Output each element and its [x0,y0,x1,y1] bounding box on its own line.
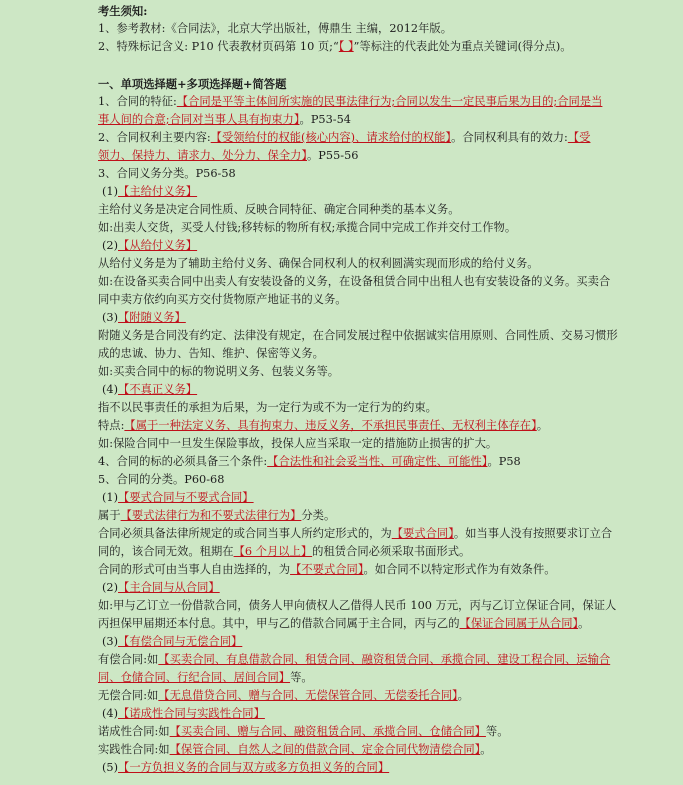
keyword: 【诺成性合同与实践性合同】 [118,707,265,720]
text: 。P58 [487,455,521,468]
keyword: 【一方负担义务的合同与双方或多方负担义务的合同】 [118,761,390,774]
body-line [98,651,667,669]
notice-item-2 [98,38,667,56]
text: 。 [480,743,492,756]
text: 。如合同不以特定形式作为有效条件。 [363,563,556,576]
text: 2、合同权利主要内容: [98,131,211,144]
body-line: 如:甲与乙订立一份借款合同，债务人甲向债权人乙借得人民币 100 万元，丙与乙订立保证合同，保证人 [98,599,617,612]
body-line [98,723,667,741]
body-line [98,183,667,201]
text: 诺成性合同:如 [98,725,170,738]
body-line [98,147,667,165]
body-line [98,615,667,633]
keyword: 事人间的合意;合同对当事人具有拘束力】 [98,113,300,126]
keyword: 【主合同与从合同】 [118,581,220,594]
text: 。P53-54 [299,113,351,126]
text: 。 [578,617,590,630]
body-line [98,111,667,129]
keyword: 【附随义务】 [118,311,186,324]
body-line [98,381,667,399]
text: 丙担保甲届期还本付息。其中，甲与乙的借款合同属于主合同，丙与乙的 [98,617,460,630]
body-line [98,417,667,435]
keyword: 【合法性和社会妥当性、可确定性、可能性】 [267,455,488,468]
text: (3) [102,635,119,648]
text: 实践性合同:如 [98,743,170,756]
keyword: 【要式合同】 [391,527,454,540]
keyword: 【合同是平等主体间所实施的民事法律行为;合同以发生一定民事后果为目的;合同是当 [176,95,603,108]
keyword: 【保管合同、自然人之间的借款合同、定金合同代物清偿合同】 [169,743,481,756]
keyword: 【保证合同属于从合同】 [459,617,579,630]
text: (2) [102,581,119,594]
text: 的租赁合同必须采取书面形式。 [312,545,471,558]
body-line: 成的忠诚、协力、告知、维护、保密等义务。 [98,347,324,360]
text: (4) [102,383,119,396]
text: 合同的形式可由当事人自由选择的，为 [98,563,291,576]
body-line [98,579,667,597]
text: 1、合同的特征: [98,95,177,108]
text: 合同必须具备法律所规定的或合同当事人所约定形式的，为 [98,527,392,540]
text: 特点: [98,419,125,432]
text: 分类。 [301,509,336,522]
body-line: 5、合同的分类。P60-68 [98,473,225,486]
body-line [98,129,667,147]
text: 2、特殊标记含义: P10 代表教材页码第 10 页;“ [98,40,339,53]
body-line [98,309,667,327]
body-line: 指不以民事责任的承担为后果，为一定行为或不为一定行为的约束。 [98,401,437,414]
body-line [98,705,667,723]
keyword: 【不真正义务】 [118,383,198,396]
body-line [98,687,667,705]
keyword: 【无息借贷合同、赠与合同、无偿保管合同、无偿委托合同】 [158,689,458,702]
keyword: 【属于一种法定义务、具有拘束力、违反义务，不承担民事责任、无权利主体存在】 [124,419,537,432]
text: (1) [102,185,119,198]
spacer [98,56,667,75]
body-line [98,525,667,543]
text: (3) [102,311,119,324]
text: 。P55-56 [307,149,359,162]
text: 同的，该合同无效。租期在 [98,545,234,558]
text: 。合同权利具有的效力: [451,131,568,144]
keyword: 【受领给付的权能(核心内容)、请求给付的权能】 [210,131,452,144]
keyword-mark: 【 】 [338,40,354,53]
keyword: 【从给付义务】 [118,239,198,252]
body-line [98,453,667,471]
text: 无偿合同:如 [98,689,159,702]
keyword: 领力、保持力、请求力、处分力、保全力】 [98,149,307,162]
text: 4、合同的标的必须具备三个条件: [98,455,268,468]
text: 。 [536,419,549,432]
body-line [98,489,667,507]
body-line: 3、合同义务分类。P56-58 [98,167,236,180]
keyword: 【要式合同与不要式合同】 [118,491,254,504]
body-line: 从给付义务是为了辅助主给付义务、确保合同权利人的权利圆满实现而形成的给付义务。 [98,257,539,270]
text: 等。 [290,671,313,684]
text: (5) [102,761,119,774]
text: 等。 [485,725,509,738]
body-line [98,561,667,579]
keyword: 同、仓储合同、行纪合同、居间合同】 [98,671,291,684]
body-line [98,633,667,651]
body-line [98,543,667,561]
text: 有偿合同:如 [98,653,159,666]
body-line: 如:出卖人交货，买受人付钱;移转标的物所有权;承揽合同中完成工作并交付工作物。 [98,221,517,234]
body-line: 附随义务是合同没有约定、法律没有规定，在合同发展过程中依据诚实信用原则、合同性质、交易习惯形 [98,329,618,342]
body-line [98,93,667,111]
text: (4) [102,707,119,720]
body-line: 主给付义务是决定合同性质、反映合同特征、确定合同种类的基本义务。 [98,203,460,216]
text: (2) [102,239,119,252]
notice-item-1: 1、参考教材:《合同法》，北京大学出版社，傅鼎生 主编，2012年版。 [98,22,452,35]
text: (1) [102,491,119,504]
body-line: 如:在设备买卖合同中出卖人有安装设备的义务，在设备租赁合同中出租人也有安装设备的义务。买卖合 [98,275,611,288]
text: 属于 [98,509,121,522]
text: ”等标注的代表此处为重点关键词(得分点)。 [353,40,572,53]
notice-title: 考生须知: [98,4,148,18]
body-line [98,237,667,255]
keyword: 【买卖合同、有息借款合同、租赁合同、融资租赁合同、承揽合同、建设工程合同、运输合 [158,653,611,666]
keyword: 【买卖合同、赠与合同、融资租赁合同、承揽合同、仓储合同】 [169,725,486,738]
section-title: 一、单项选择题+多项选择题+简答题 [98,77,287,91]
keyword: 【受 [567,131,591,144]
body-line: 如:买卖合同中的标的物说明义务、包装义务等。 [98,365,340,378]
keyword: 【要式法律行为和不要式法律行为】 [120,509,302,522]
body-line [98,507,667,525]
keyword: 【6 个月以上】 [233,545,313,558]
keyword: 【不要式合同】 [290,563,364,576]
body-line: 如:保险合同中一旦发生保险事故，投保人应当采取一定的措施防止损害的扩大。 [98,437,498,450]
keyword: 【有偿合同与无偿合同】 [118,635,243,648]
text: 。如当事人没有按照要求订立合 [453,527,613,540]
body-line: 同中卖方依约向买方交付货物原产地证书的义务。 [98,293,347,306]
body-line [98,741,667,759]
body-line [98,759,667,777]
keyword: 【主给付义务】 [118,185,198,198]
text: 。 [457,689,469,702]
body-line [98,669,667,687]
